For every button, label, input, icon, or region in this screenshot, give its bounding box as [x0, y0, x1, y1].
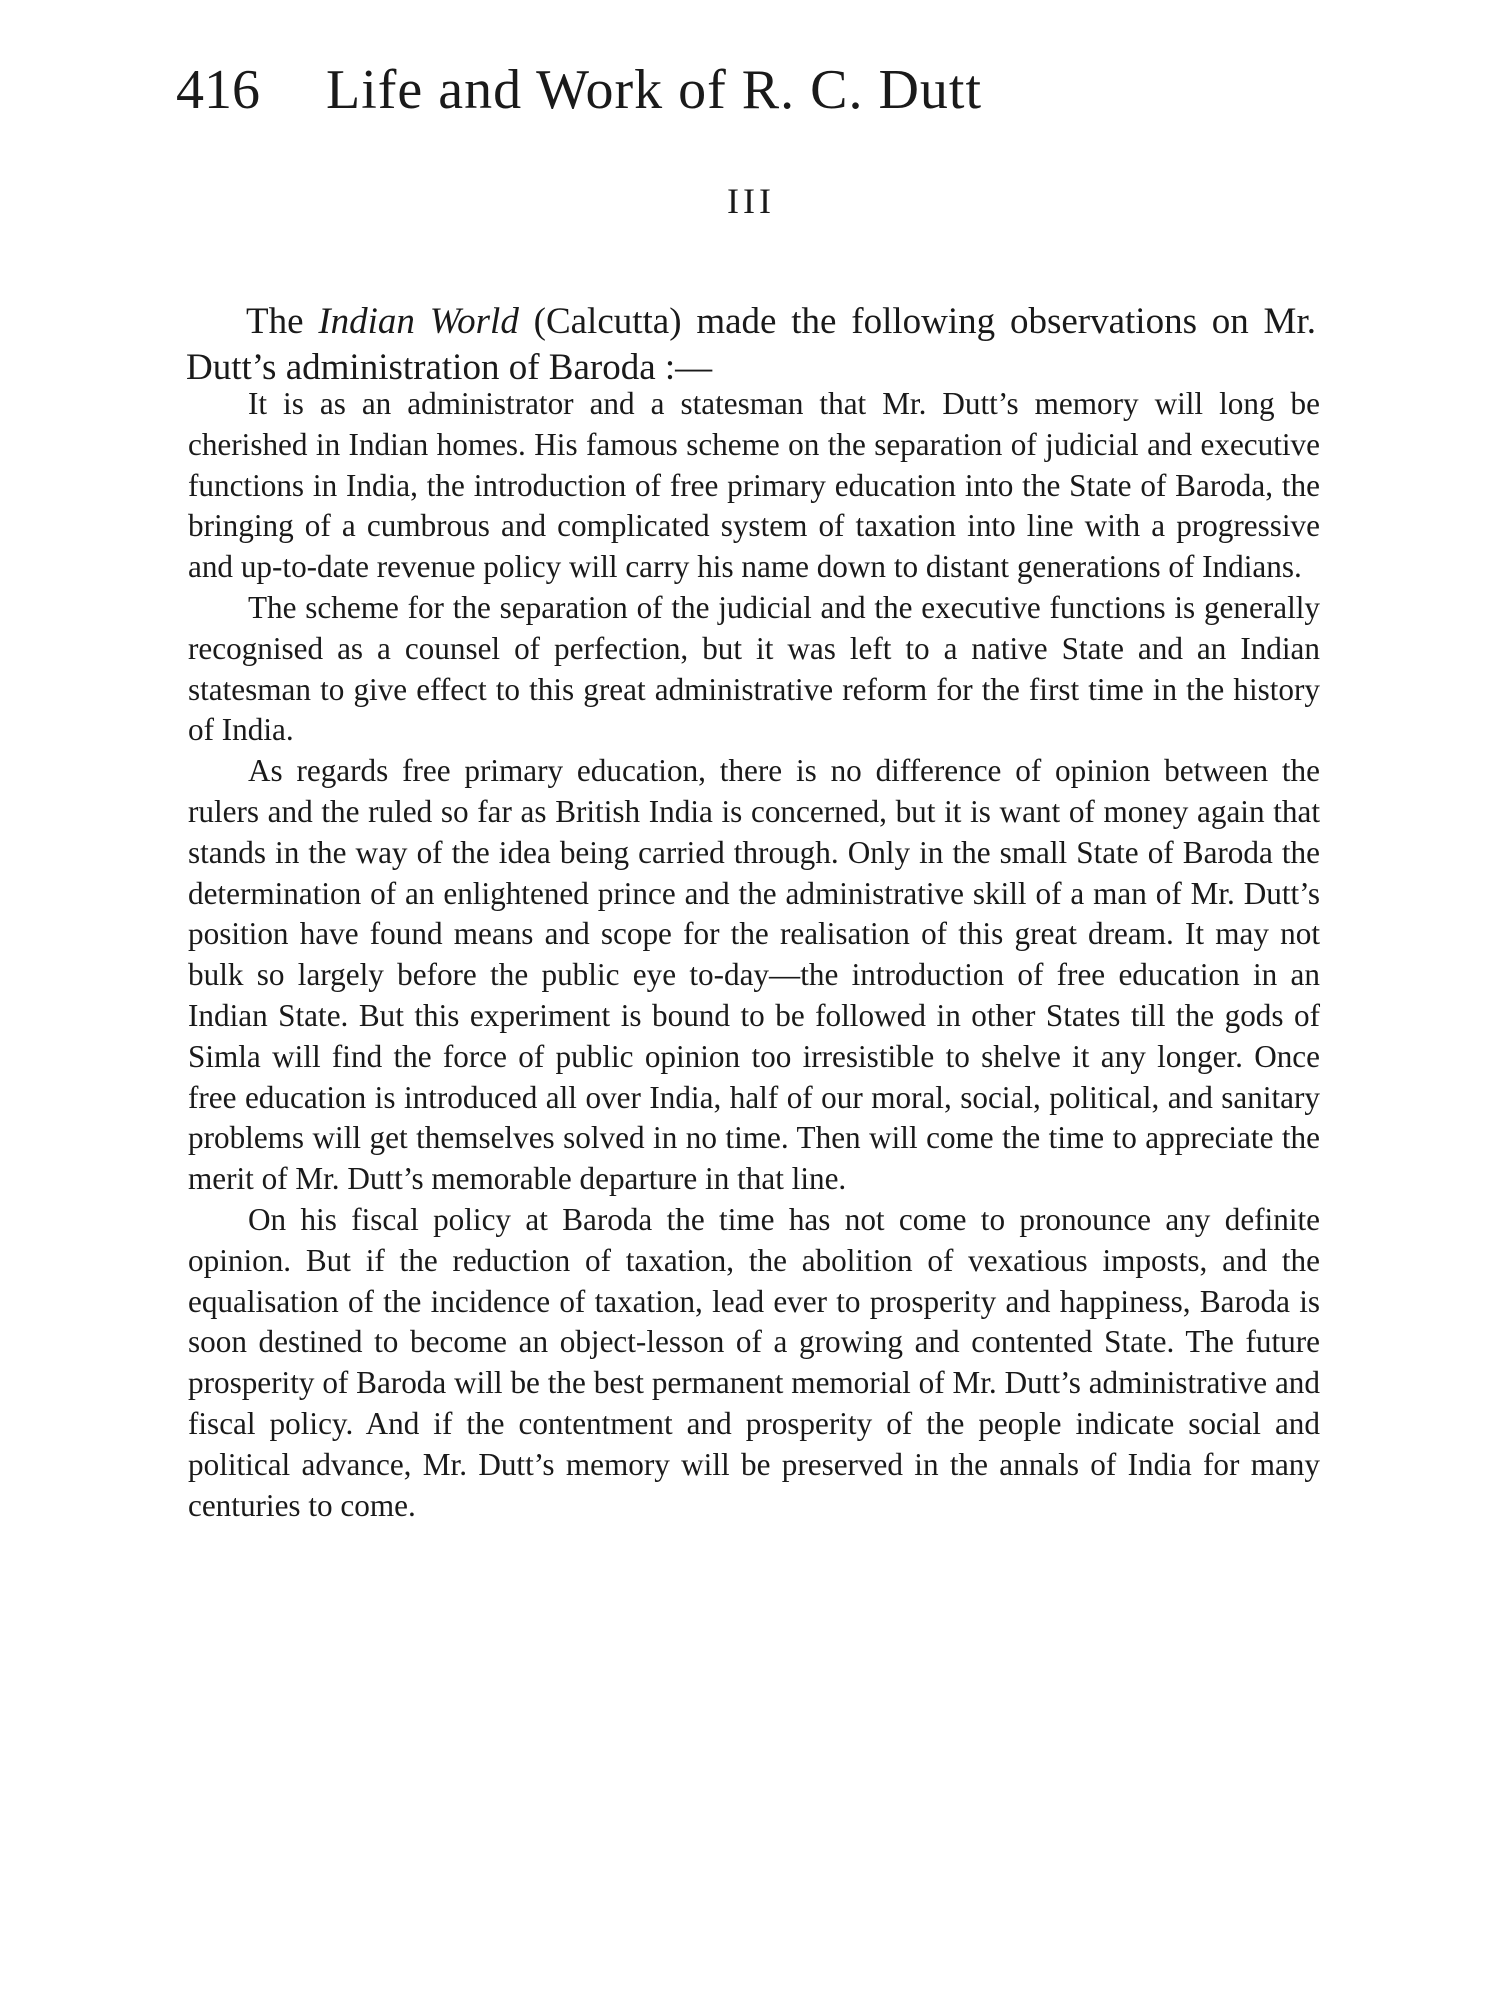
- running-title: Life and Work of R. C. Dutt: [326, 59, 983, 121]
- page-number: 416: [176, 59, 260, 121]
- publication-name: Indian World: [318, 301, 519, 342]
- quote-paragraph-education: As regards free primary education, there is no difference of opinion between the rulers and the ruled so far as British India is concerned, but it is want of money again that stands in the way of the idea being carried through. Only in the small State of Baroda the determination of an enlightened prince and the administrative skill of a man of Mr. Dutt’s position have found means and scope for the realisation of this great dream. It may not bulk so largely before the public eye to-day—the introduction of free education in an Indian State. But this experiment is bound to be followed in other States till the gods of Simla will find the force of public opinion too irresistible to shelve it any longer. Once free education is introduced all over India, half of our moral, social, political, and sanitary problems will get themselves solved in no time. Then will come the time to appreciate the merit of Mr. Dutt’s memorable departure in that line.: [188, 753, 1320, 1197]
- quote-paragraph-fiscal: On his fiscal policy at Baroda the time has not come to pronounce any definite opinion. But if the reduction of taxation, the abolition of vexatious imposts, and the equalisation of the incidence of taxation, lead ever to prosperity and happiness, Baroda is soon destined to become an object-lesson of a growing and contented State. The future prosperity of Baroda will be the best permanent memorial of Mr. Dutt’s administrative and fiscal policy. And if the contentment and prosperity of the people indicate social and political advance, Mr. Dutt’s memory will be preserved in the annals of India for many centuries to come.: [188, 1201, 1320, 1523]
- intro-paragraph: [186, 299, 1316, 391]
- quote-paragraph-administrator: It is as an administrator and a statesman that Mr. Dutt’s memory will long be cherished in Indian homes. His famous scheme on the separation of judicial and executive functions in India, the introduction of free primary education into the State of Baroda, the bringing of a cumbrous and complicated system of taxation into line with a progressive and up-to-date revenue policy will carry his name down to distant generations of Indians.: [188, 386, 1320, 585]
- intro-rest: (Calcutta) made the following observations on Mr. Dutt’s administration of Baroda :—: [186, 301, 1316, 388]
- running-head: [176, 50, 1346, 130]
- quote-paragraph-separation: The scheme for the separation of the judicial and the executive functions is generally recognised as a counsel of perfection, but it was left to a native State and an Indian statesman to give effect to this great administrative reform for the first time in the history of India.: [188, 589, 1320, 748]
- section-number: III: [727, 181, 775, 221]
- intro-lead: The: [246, 301, 304, 342]
- quoted-article: [188, 384, 1320, 1526]
